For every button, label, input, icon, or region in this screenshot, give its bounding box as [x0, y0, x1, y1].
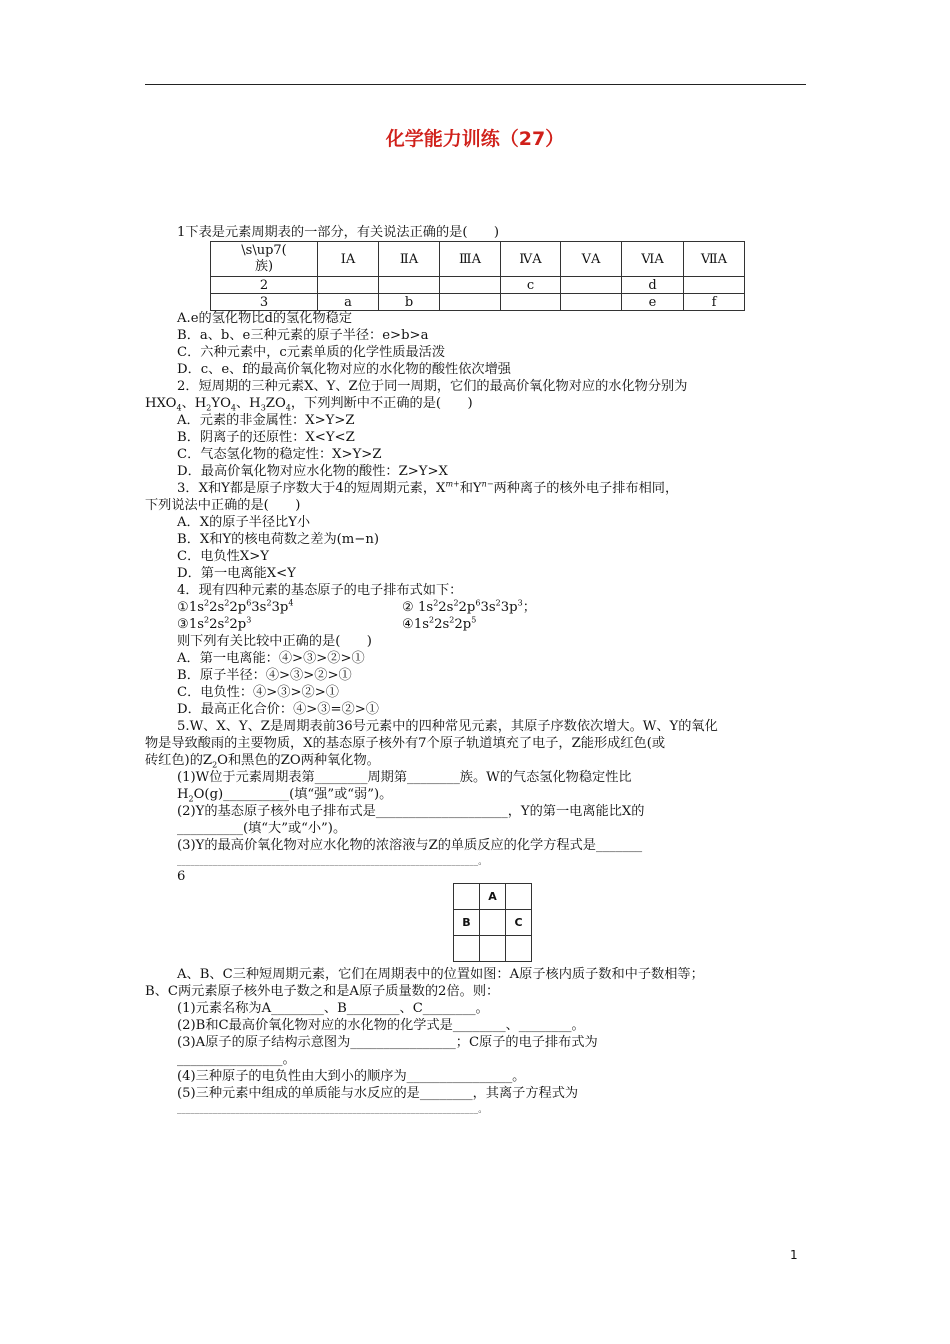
- header-rule: [145, 84, 806, 85]
- q2-option-a: A．元素的非金属性：X>Y>Z: [177, 413, 355, 428]
- q4-config-1: $①1s^22s^22p^63s^23p^4$: [177, 598, 294, 615]
- q5-stem-line-3: 砖红色)的$Z_2O$和黑色的ZO两种氧化物。: [145, 753, 380, 770]
- q6-stem-line-2: B、C两元素原子核外电子数之和是A原子质量数的2倍。则：: [145, 984, 500, 999]
- table-cell: e: [622, 294, 684, 311]
- table-header: ⅥA: [622, 242, 684, 277]
- q2-option-c: C．气态氢化物的稳定性：X>Y>Z: [177, 447, 382, 462]
- table-header: ⅤA: [561, 242, 622, 277]
- q3-stem-line-1: 3．X和Y都是原子序数大于4的短周期元素，$X^{m+}$和$Y^{n-}$两种离子的核外电子排布相同，: [177, 479, 679, 496]
- table-corner: [211, 242, 318, 277]
- q5-part-1a: (1)W位于元素周期表第________周期第________族。W的气态氢化物稳定性比: [177, 770, 632, 785]
- table-header: ⅢA: [440, 242, 501, 277]
- table-cell: f: [684, 294, 745, 311]
- grid-cell: [480, 936, 506, 962]
- table-cell: b: [379, 294, 440, 311]
- q3-option-a: A．X的原子半径比Y小: [177, 515, 311, 530]
- q6-part-1: (1)元素名称为A________、B________、C________。: [177, 1001, 489, 1016]
- table-cell: 3: [211, 294, 318, 311]
- grid-cell-c: C: [506, 910, 532, 936]
- grid-cell-b: B: [454, 910, 480, 936]
- q5-part-2b: __________(填“大”或“小”)。: [177, 821, 347, 836]
- table-row: [211, 277, 745, 294]
- q4-option-b: B．原子半径：④>③>②>①: [177, 668, 352, 683]
- table-cell: [561, 294, 622, 311]
- table-cell: [379, 277, 440, 294]
- table-cell: d: [622, 277, 684, 294]
- q1-option-b: B．a、b、e三种元素的原子半径：e>b>a: [177, 328, 429, 343]
- q5-stem-line-1: 5.W、X、Y、Z是周期表前36号元素中的四种常见元素，其原子序数依次增大。W、Y的氧化: [177, 719, 718, 734]
- table-cell: 2: [211, 277, 318, 294]
- table-row: [211, 294, 745, 311]
- q4-stem: 4．现有四种元素的基态原子的电子排布式如下：: [177, 583, 463, 598]
- q3-option-b: B．X和Y的核电荷数之差为(m−n): [177, 532, 379, 547]
- q2-stem-line-1: 2．短周期的三种元素X、Y、Z位于同一周期，它们的最高价氧化物对应的水化物分别为: [177, 379, 688, 394]
- q6-part-5b: ___________________________________________________________________。: [177, 1105, 488, 1115]
- periodic-table-fragment: [210, 241, 745, 311]
- page-title: 化学能力训练（27）: [385, 128, 565, 150]
- q5-part-2a: (2)Y的基态原子核外电子排布式是____________________，Y的第一电离能比X的: [177, 804, 645, 819]
- q4-config-2: ② $1s^22s^22p^63s^23p^3$；: [402, 598, 536, 615]
- q4-option-d: D．最高正化合价：④>③=②>①: [177, 702, 379, 717]
- table-cell: c: [501, 277, 561, 294]
- q6-part-3b: ________________。: [177, 1052, 296, 1067]
- q6-stem-line-1: A、B、C三种短周期元素，它们在周期表中的位置如图：A原子核内质子数和中子数相等；: [177, 967, 704, 982]
- q3-stem-line-2: 下列说法中正确的是( ): [145, 498, 301, 513]
- q1-stem: 1下表是元素周期表的一部分，有关说法正确的是( ): [177, 225, 499, 240]
- table-header: ⅡA: [379, 242, 440, 277]
- table-header: ⅠA: [318, 242, 379, 277]
- corner-line-1: \s\up7(: [241, 243, 287, 258]
- table-cell: a: [318, 294, 379, 311]
- q1-option-d: D．c、e、f的最高价氧化物对应的水化物的酸性依次增强: [177, 362, 511, 377]
- position-grid: [453, 883, 532, 962]
- table-cell: [501, 294, 561, 311]
- q5-part-1b: $H_2O(g)\_\_\_\_\_\_\_\_\_\_$(填“强”或“弱”)。: [177, 787, 393, 804]
- table-cell: [440, 277, 501, 294]
- q4-config-3: $③1s^22s^22p^3$: [177, 615, 252, 632]
- grid-cell-a: A: [480, 884, 506, 910]
- page-number: 1: [790, 1248, 798, 1262]
- q6-part-5a: (5)三种元素中组成的单质能与水反应的是________，其离子方程式为: [177, 1086, 579, 1101]
- grid-cell: [506, 884, 532, 910]
- q3-option-d: D．第一电离能X<Y: [177, 566, 296, 581]
- table-header: ⅣA: [501, 242, 561, 277]
- q4-option-a: A．第一电离能：④>③>②>①: [177, 651, 365, 666]
- q5-part-3a: (3)Y的最高价氧化物对应水化物的浓溶液与Z的单质反应的化学方程式是_______: [177, 838, 643, 853]
- table-cell: [440, 294, 501, 311]
- table-cell: [684, 277, 745, 294]
- grid-cell: [480, 910, 506, 936]
- grid-cell: [454, 884, 480, 910]
- q6-part-3a: (3)A原子的原子结构示意图为________________；C原子的电子排布式为: [177, 1035, 598, 1050]
- q2-option-b: B．阴离子的还原性：X<Y<Z: [177, 430, 355, 445]
- q4-option-c: C．电负性：④>③>②>①: [177, 685, 339, 700]
- grid-cell: [454, 936, 480, 962]
- table-cell: [318, 277, 379, 294]
- q2-option-d: D．最高价氧化物对应水化物的酸性：Z>Y>X: [177, 464, 448, 479]
- q5-part-3b: ___________________________________________________________________。: [177, 857, 488, 867]
- q4-config-4: $④1s^22s^22p^5$: [402, 615, 477, 632]
- q2-stem-line-2: $HXO_4$、$H_2YO_4$、$H_3ZO_4$，下列判断中不正确的是( ): [145, 396, 473, 413]
- table-header: ⅦA: [684, 242, 745, 277]
- q5-stem-line-2: 物是导致酸雨的主要物质，X的基态原子核外有7个原子轨道填充了电子，Z能形成红色(或: [145, 736, 666, 751]
- q4-ask: 则下列有关比较中正确的是( ): [177, 634, 372, 649]
- q1-option-c: C．六种元素中，c元素单质的化学性质最活泼: [177, 345, 446, 360]
- q6-number: 6: [177, 869, 186, 884]
- q1-option-a: A.e的氢化物比d的氢化物稳定: [177, 311, 353, 326]
- q3-option-c: C．电负性X>Y: [177, 549, 269, 564]
- q6-part-4: (4)三种原子的电负性由大到小的顺序为________________。: [177, 1069, 526, 1084]
- corner-line-2: 族): [254, 259, 274, 274]
- grid-cell: [506, 936, 532, 962]
- table-cell: [561, 277, 622, 294]
- q6-part-2: (2)B和C最高价氧化物对应的水化物的化学式是________、________。: [177, 1018, 585, 1033]
